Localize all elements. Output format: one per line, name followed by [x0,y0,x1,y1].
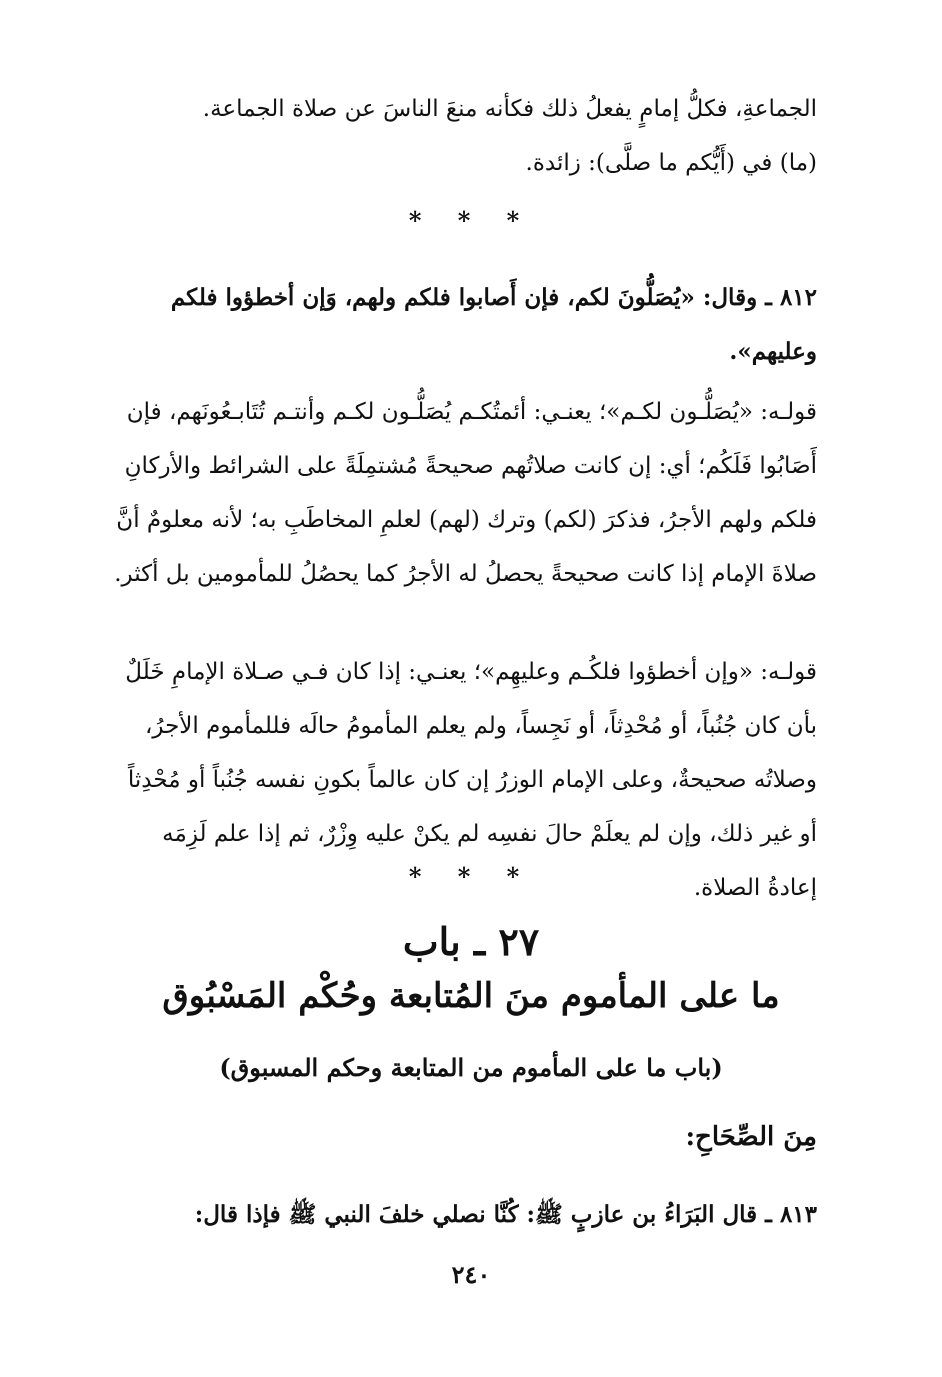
hadith-813 [110,1188,817,1242]
note-line: (ما) في (أَيُّكم ما صلَّى): زائدة. [525,150,817,176]
continuation-line: الجماعةِ، فكلُّ إمامٍ يفعلُ ذلك فكأنه منعَ الناسَ عن صلاة الجماعة. [202,96,817,122]
commentary-paragraph [110,385,817,601]
page-number: ٢٤٠ [451,1260,491,1289]
hadith-812 [110,271,817,379]
section-heading: مِنَ الصِّحَاحِ: [685,1122,817,1152]
commentary-text: قولـه: «وإن أخطؤوا فلكُـم وعليهِم»؛ يعنـي: إذا كان فـي صـلاة الإمامِ خَلَلٌ بأن كان جُنُباً، أو مُحْدِثاً، أو نَجِساً، ولم يعلم المأمومُ حالَه فللمأموم الأجرُ، وصلاتُه صحيحةٌ، وعلى الإمام الوزرُ إن كان عالماً بكونِ نفسه جُنُباً أو مُحْدِثاً أو غير ذلك، وإن لم يعلَمْ حالَ نفسِه لم يكنْ عليه وِزْرٌ، ثم إذا علم لَزِمَه إعادةُ الصلاة. [125,659,817,901]
chapter-title: ما على المأموم منَ المُتابعة وحُكْم المَسْبُوق [162,976,780,1016]
chapter-subtitle: (باب ما على المأموم من المتابعة وحكم المسبوق) [219,1053,723,1082]
separator-stars: * * * [408,862,534,891]
chapter-number: ٢٧ ـ باب [402,919,540,964]
hadith-text: ٨١٢ ـ وقال: «يُصَلُّونَ لكم، فإن أَصابوا فلكم ولهم، وَإن أخطؤوا فلكم وعليهم». [170,284,817,365]
hadith-text: ٨١٣ ـ قال البَرَاءُ بن عازبٍ ﷺ: كُنَّا نصلي خلفَ النبي ﷺ فإذا قال: [194,1201,817,1228]
top-continuation [110,82,817,190]
commentary-text: قولـه: «يُصَلُّـون لكـم»؛ يعنـي: أئمتُكـم يُصَلُّـون لكـم وأنتـم تُتَابـعُونَهم، فإن أَصَابُوا فَلَكُم؛ أي: إن كانت صلاتُهم صحيحةً مُشتمِلَةً على الشرائط والأركانِ فلكم ولهم الأجرُ، فذكرَ (لكم) وترك (لهم) لعلمِ المخاطَبِ به؛ لأنه معلومٌ أنَّ صلاةَ الإمام إذا كانت صحيحةً يحصلُ له الأجرُ كما يحصُلُ للمأمومين بل أكثر. [114,399,817,587]
separator-stars: * * * [408,206,534,235]
